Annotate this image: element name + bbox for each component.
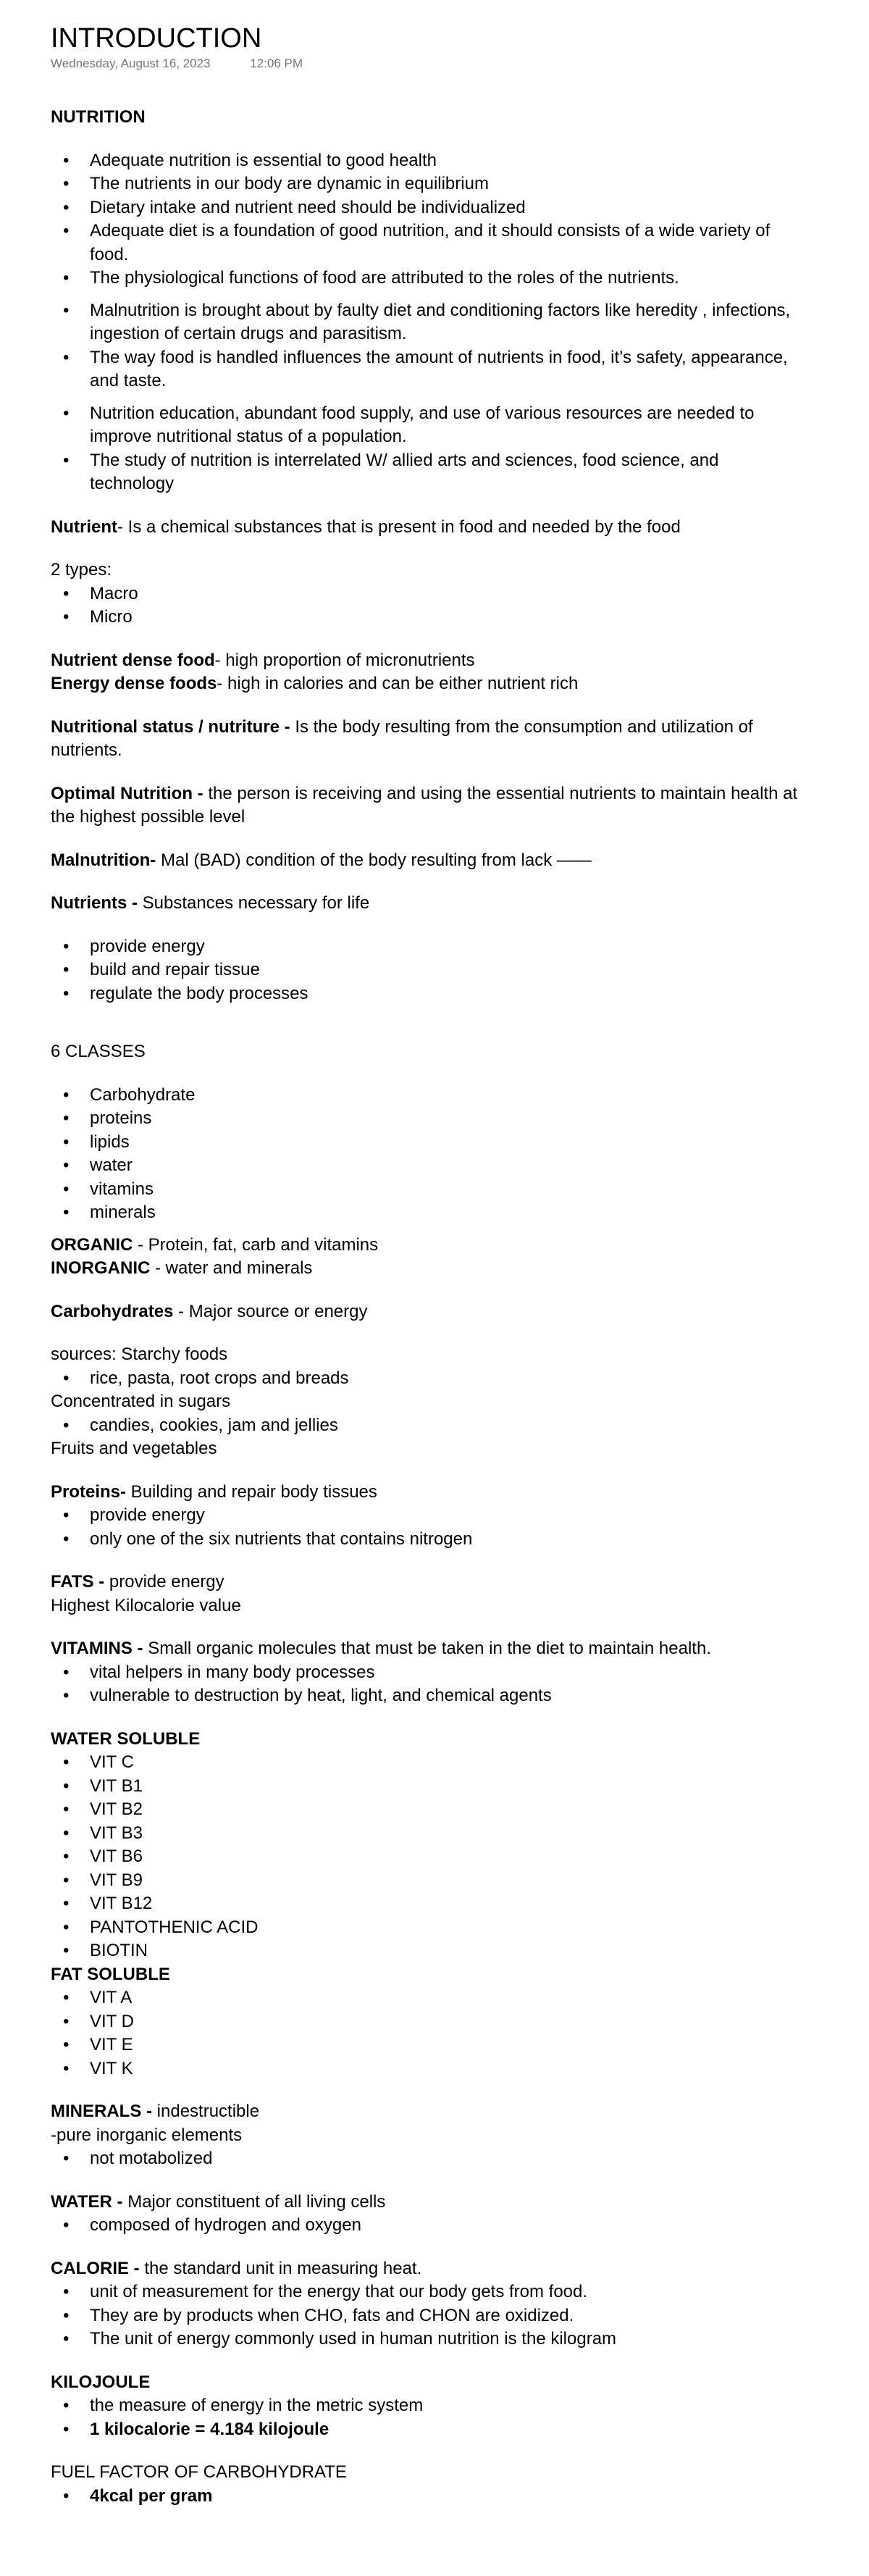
kilojoule-list xyxy=(51,2394,804,2441)
list-item: • rice, pasta, root crops and breads xyxy=(90,1367,804,1391)
list-item: • vital helpers in many body processes xyxy=(90,1661,804,1685)
nutrient-definition: Nutrient- Is a chemical substances that is present in food and needed by the food xyxy=(51,517,681,537)
list-item: • BIOTIN xyxy=(90,1939,804,1963)
nutrient-dense-definition: Nutrient dense food- high proportion of micronutrients xyxy=(51,650,475,670)
nutrients-definition: Nutrients - Substances necessary for life xyxy=(51,893,370,913)
calorie-list xyxy=(51,2280,804,2351)
optimal-nutrition-definition: Optimal Nutrition - the person is receiving and using the essential nutrients to maintain health at the highest possible level xyxy=(51,783,798,827)
list-item: • 4kcal per gram xyxy=(90,2485,804,2509)
list-item: • unit of measurement for the energy that our body gets from food. xyxy=(90,2280,804,2304)
nutrition-list-1 xyxy=(51,149,804,290)
classes-label: 6 CLASSES xyxy=(51,1042,146,1061)
inorganic-definition: INORGANIC - water and minerals xyxy=(51,1258,313,1278)
list-item: • provide energy xyxy=(90,1504,804,1528)
list-item: • candies, cookies, jam and jellies xyxy=(90,1414,804,1438)
page-date: Wednesday, August 16, 2023 xyxy=(51,57,211,70)
vitamins-list xyxy=(51,1661,804,1708)
list-item: • build and repair tissue xyxy=(90,958,804,982)
note-body xyxy=(51,106,804,2508)
page-title: INTRODUCTION xyxy=(51,23,262,54)
list-item: • VIT K xyxy=(90,2057,804,2081)
heading-kilojoule: KILOJOULE xyxy=(51,2372,151,2392)
list-item: • VIT B1 xyxy=(90,1775,804,1799)
proteins-definition: Proteins- Building and repair body tissues xyxy=(51,1481,377,1502)
organic-definition: ORGANIC - Protein, fat, carb and vitamins xyxy=(51,1234,379,1255)
list-item: • Carbohydrate xyxy=(90,1084,804,1108)
carb-fruits-label: Fruits and vegetables xyxy=(51,1439,217,1458)
list-item: • lipids xyxy=(90,1131,804,1155)
nutrients-list xyxy=(51,935,804,1006)
list-item: • regulate the body processes xyxy=(90,982,804,1006)
list-item: • vulnerable to destruction by heat, light, and chemical agents xyxy=(90,1684,804,1708)
list-item: • only one of the six nutrients that contains nitrogen xyxy=(90,1528,804,1552)
fats-line2: Highest Kilocalorie value xyxy=(51,1595,241,1615)
page-time: 12:06 PM xyxy=(250,57,303,70)
water-definition: WATER - Major constituent of all living cells xyxy=(51,2191,386,2212)
list-item: • composed of hydrogen and oxygen xyxy=(90,2214,804,2238)
list-item: • Macro xyxy=(90,582,804,606)
list-item: • The nutrients in our body are dynamic in equilibrium xyxy=(90,172,804,196)
fuel-factor-list xyxy=(51,2485,804,2509)
list-item: • water xyxy=(90,1154,804,1178)
list-item: • proteins xyxy=(90,1107,804,1131)
nutritional-status-definition: Nutritional status / nutriture - Is the body resulting from the consumption and utilization of nutrients. xyxy=(51,716,753,760)
types-list xyxy=(51,582,804,630)
carb-sources-list xyxy=(51,1367,804,1391)
carb-sugars-list xyxy=(51,1414,804,1438)
malnutrition-definition: Malnutrition- Mal (BAD) condition of the body resulting from lack —— xyxy=(51,850,592,870)
proteins-list xyxy=(51,1504,804,1551)
water-list xyxy=(51,2214,804,2238)
carb-sources-label: sources: Starchy foods xyxy=(51,1345,228,1364)
list-item: • They are by products when CHO, fats and CHON are oxidized. xyxy=(90,2304,804,2328)
water-soluble-list xyxy=(51,1751,804,1963)
minerals-definition: MINERALS - indestructible xyxy=(51,2102,260,2121)
list-item: • Nutrition education, abundant food supply, and use of various resources are needed to improve nutritional status of a population. xyxy=(90,402,804,449)
list-item: • VIT B9 xyxy=(90,1869,804,1893)
list-item: • VIT E xyxy=(90,2033,804,2057)
list-item: • The unit of energy commonly used in human nutrition is the kilogram xyxy=(90,2328,804,2351)
list-item: • VIT B2 xyxy=(90,1798,804,1822)
vitamins-definition: VITAMINS - Small organic molecules that must be taken in the diet to maintain health. xyxy=(51,1639,711,1658)
types-label: 2 types: xyxy=(51,560,112,580)
list-item: • Micro xyxy=(90,606,804,630)
list-item: • vitamins xyxy=(90,1178,804,1202)
heading-fat-soluble: FAT SOLUBLE xyxy=(51,1964,170,1984)
list-item: • Malnutrition is brought about by faulty diet and conditioning factors like heredity , infections, ingestion of certain drugs and parasitism. xyxy=(90,299,804,346)
fats-definition: FATS - provide energy xyxy=(51,1572,224,1592)
heading-water-soluble: WATER SOLUBLE xyxy=(51,1728,201,1749)
list-item: • VIT B6 xyxy=(90,1845,804,1869)
list-item: • VIT A xyxy=(90,1986,804,2010)
list-item: • VIT B12 xyxy=(90,1892,804,1916)
minerals-line2: -pure inorganic elements xyxy=(51,2125,243,2145)
list-item: • provide energy xyxy=(90,935,804,959)
list-item: • The physiological functions of food are attributed to the roles of the nutrients. xyxy=(90,267,804,290)
list-item: • The way food is handled influences the amount of nutrients in food, it’s safety, appearance, and taste. xyxy=(90,346,804,393)
list-item: • The study of nutrition is interrelated W/ allied arts and sciences, food science, and technology xyxy=(90,449,804,496)
nutrition-list-3 xyxy=(51,402,804,496)
list-item: • 1 kilocalorie = 4.184 kilojoule xyxy=(90,2418,804,2442)
list-item: • minerals xyxy=(90,1201,804,1225)
classes-list xyxy=(51,1084,804,1225)
list-item: • VIT B3 xyxy=(90,1822,804,1846)
list-item: • Dietary intake and nutrient need should be individualized xyxy=(90,196,804,220)
minerals-list xyxy=(51,2147,804,2171)
list-item: • VIT C xyxy=(90,1751,804,1775)
calorie-definition: CALORIE - the standard unit in measuring heat. xyxy=(51,2258,422,2278)
heading-nutrition: NUTRITION xyxy=(51,107,146,127)
list-item: • Adequate nutrition is essential to good health xyxy=(90,149,804,173)
list-item: • the measure of energy in the metric system xyxy=(90,2394,804,2418)
fuel-factor-label: FUEL FACTOR OF CARBOHYDRATE xyxy=(51,2462,347,2482)
list-item: • not motabolized xyxy=(90,2147,804,2171)
carbohydrates-definition: Carbohydrates - Major source or energy xyxy=(51,1301,368,1321)
page-meta xyxy=(51,55,804,72)
list-item: • Adequate diet is a foundation of good nutrition, and it should consists of a wide variety of food. xyxy=(90,219,804,267)
nutrition-list-2 xyxy=(51,299,804,393)
energy-dense-definition: Energy dense foods- high in calories and can be either nutrient rich xyxy=(51,674,579,693)
list-item: • VIT D xyxy=(90,2010,804,2034)
list-item: • PANTOTHENIC ACID xyxy=(90,1916,804,1940)
carb-sugars-label: Concentrated in sugars xyxy=(51,1392,231,1411)
fat-soluble-list xyxy=(51,1986,804,2081)
